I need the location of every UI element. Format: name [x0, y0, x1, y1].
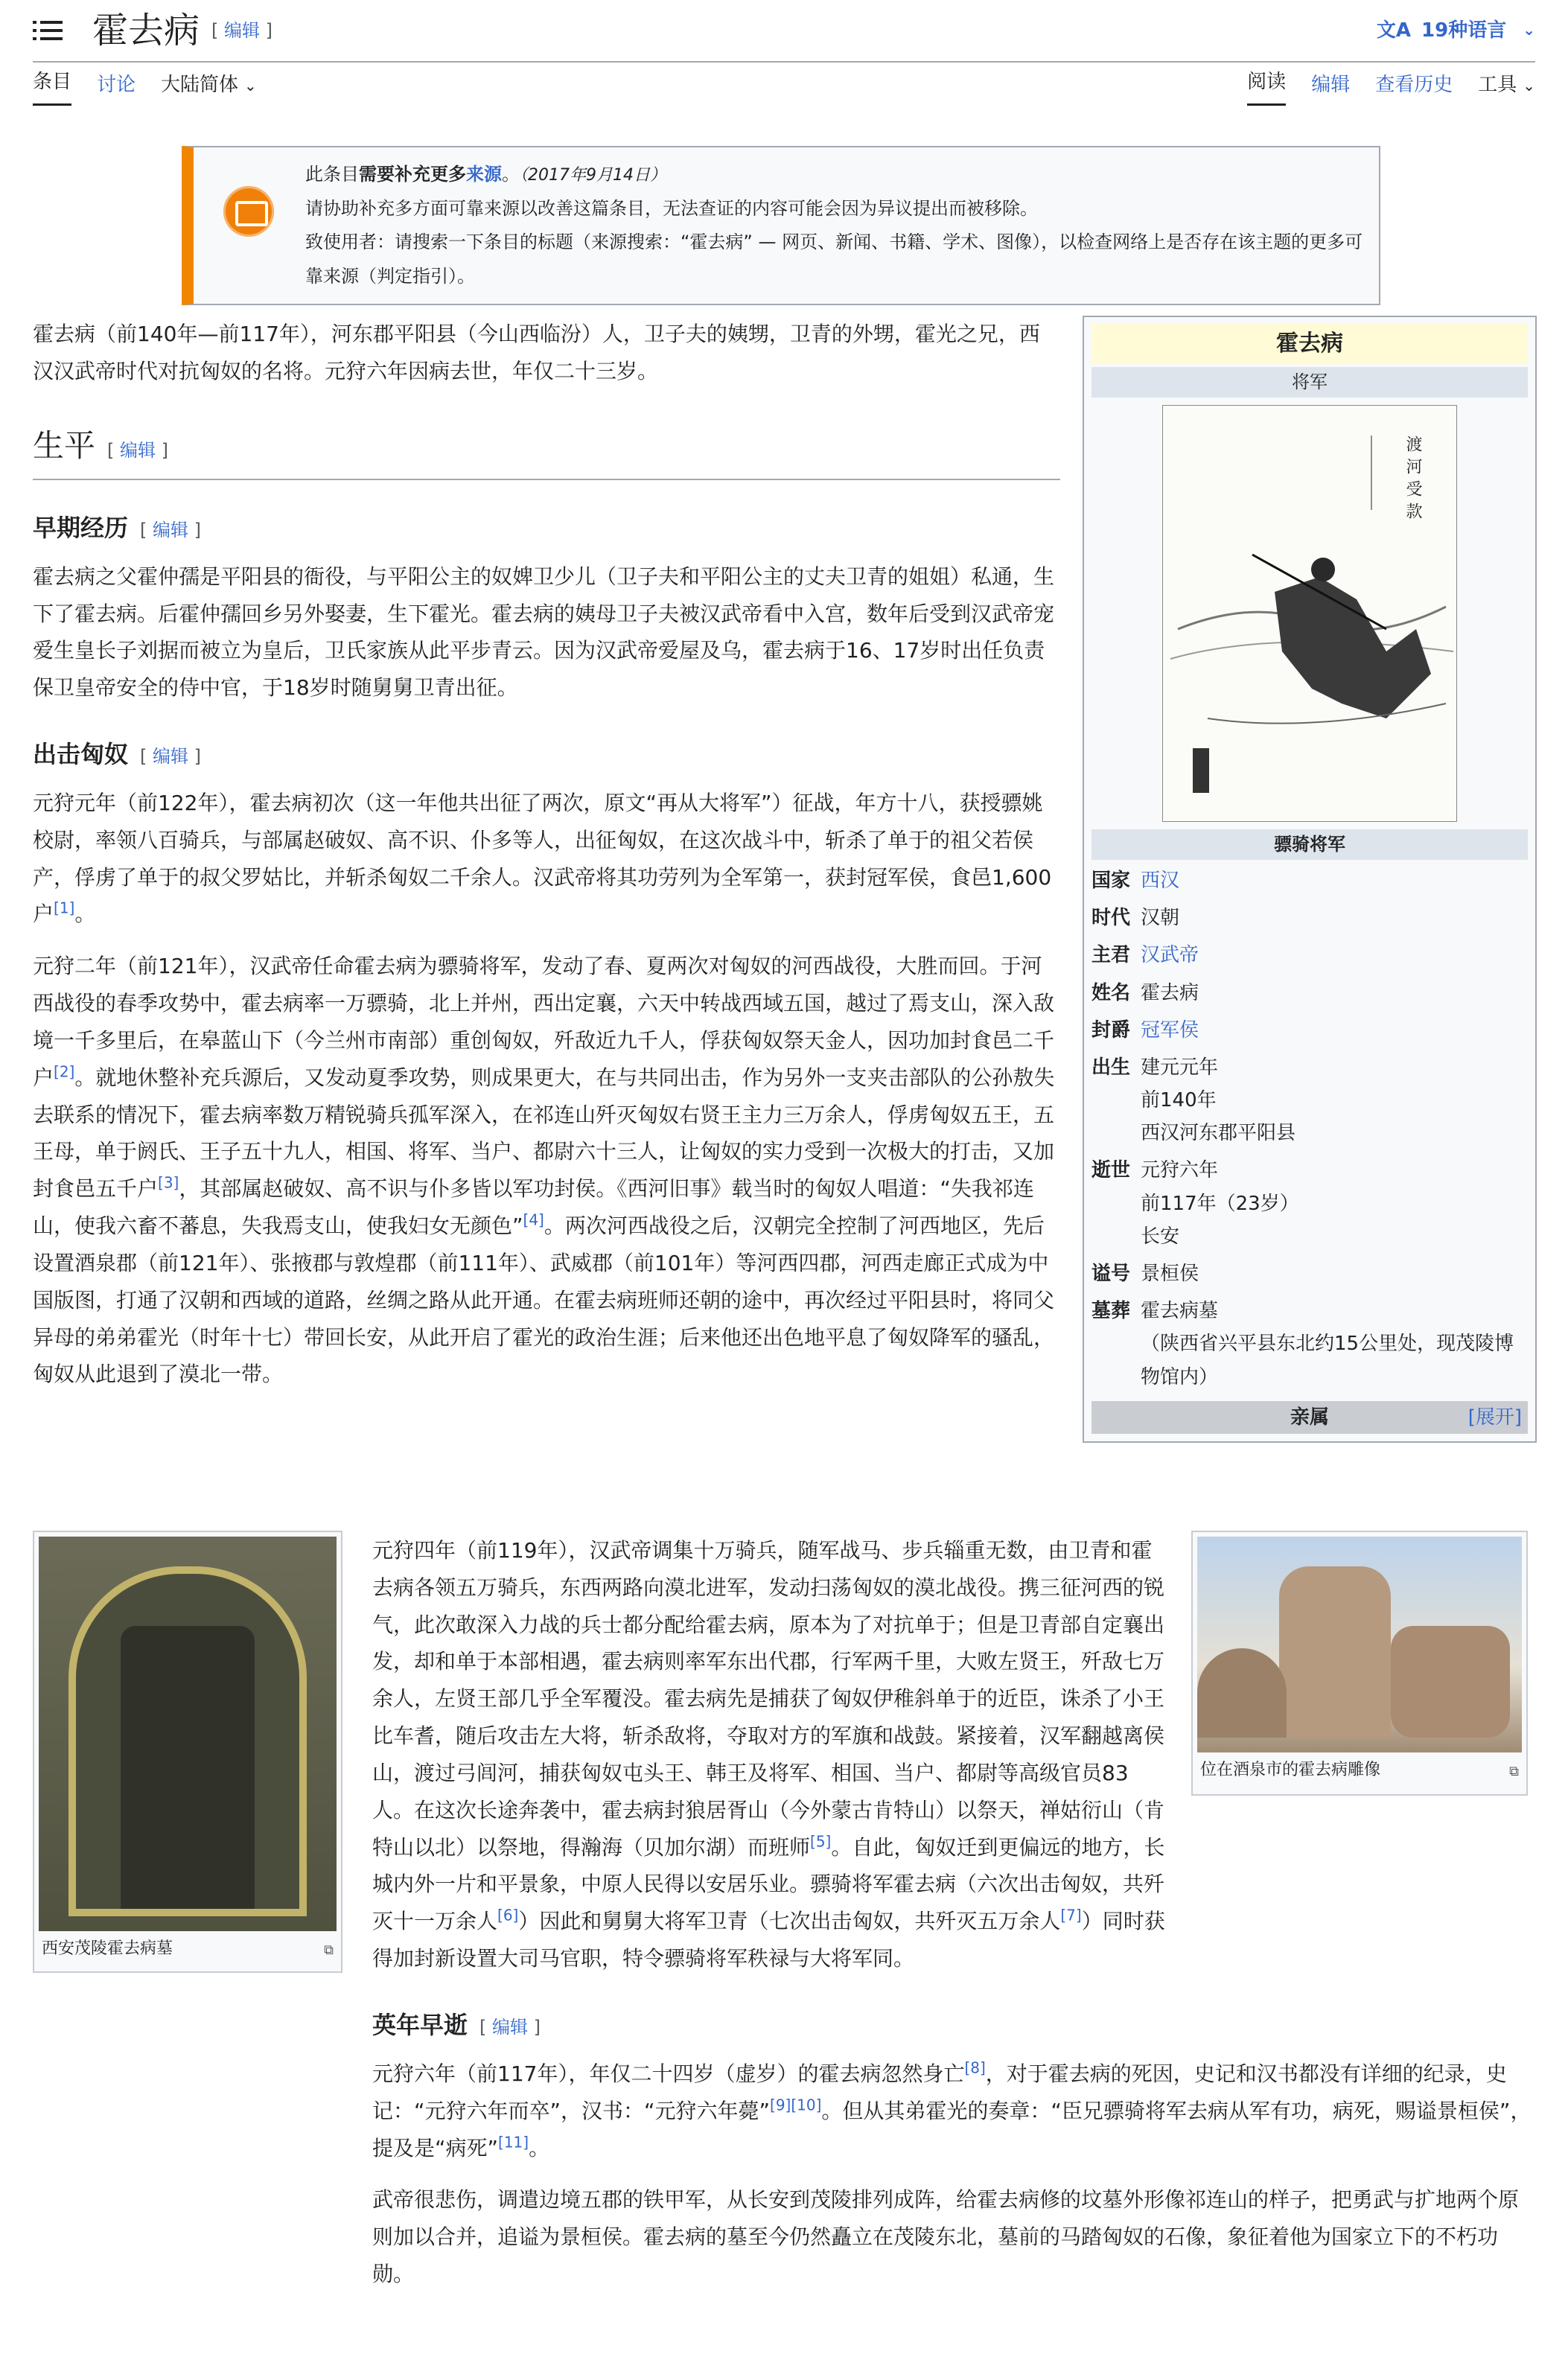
infobox-row	[1091, 1295, 1528, 1394]
variant-dropdown[interactable]: 大陆简体 ⌄	[161, 74, 257, 97]
ref-1[interactable]: [1]	[54, 899, 75, 918]
section-edit-link[interactable]: [ 编辑 ]	[140, 746, 202, 768]
infobox-value: 景桓侯	[1141, 1263, 1199, 1286]
paragraph-death-1: 元狩六年（前117年），年仅二十四岁（虚岁）的霍去病忽然身亡[8]，对于霍去病的死因，史记和汉书都没有详细的纪录，史记：“元狩六年而卒”，汉书：“元狩六年薨”[9][10]。但从其弟霍光的奏章：“臣兄骠骑将军去病从军有功，病死，赐谥景桓侯”，提及是“病死”[11]。	[372, 2058, 1532, 2160]
infobox-row	[1091, 1154, 1528, 1253]
infobox-row	[1091, 902, 1528, 934]
section-death: 英年早逝 [ 编辑 ]	[372, 2010, 541, 2039]
chevron-down-icon: ⌄	[1523, 21, 1535, 39]
notice-line-2: 请协助补充多方面可靠来源以改善这篇条目，无法查证的内容可能会因为异议提出而被移除。	[305, 197, 1038, 219]
ref-4[interactable]: [4]	[523, 1211, 544, 1229]
infobox-label: 封爵	[1091, 1018, 1131, 1042]
menu-icon[interactable]	[33, 19, 63, 42]
infobox-value: 霍去病墓 （陕西省兴平县东北约15公里处，现茂陵博物馆内）	[1141, 1300, 1514, 1388]
infobox-value: 霍去病	[1141, 981, 1199, 1004]
header-bar	[33, 0, 1535, 63]
infobox-value: 汉武帝	[1141, 944, 1199, 967]
infobox-subtitle: 将军	[1091, 367, 1528, 398]
paragraph-early: 霍去病之父霍仲孺是平阳县的衙役，与平阳公主的奴婢卫少儿（卫子夫和平阳公主的丈夫卫青的姐姐）私通，生下了霍去病。后霍仲孺回乡另外娶妻，生下霍光。霍去病的姨母卫子夫被汉武帝看中入宫，数年后受到汉武帝宠爱生皇长子刘据而被立为皇后，卫氏家族从此平步青云。因为汉武帝爱屋及乌，霍去病于16、17岁时出任负责保卫皇帝安全的侍中官，于18岁时随舅舅卫青出征。	[33, 564, 1055, 701]
infobox-caption: 骠骑将军	[1091, 829, 1528, 860]
infobox-value: 元狩六年 前117年（23岁） 长安	[1141, 1159, 1299, 1248]
section-campaign: 出击匈奴 [ 编辑 ]	[33, 740, 202, 769]
section-life: 生平 [ 编辑 ]	[33, 418, 1060, 480]
tab-article[interactable]: 条目	[33, 65, 71, 106]
infobox-label: 谥号	[1091, 1263, 1131, 1286]
ref-2[interactable]: [2]	[54, 1062, 75, 1081]
paragraph-campaign-3: 元狩四年（前119年），汉武帝调集十万骑兵，随军战马、步兵辎重无数，由卫青和霍去病各领五万骑兵，东西两路向漠北进军，发动扫荡匈奴的漠北战役。携三征河西的锐气，此次敢深入力战的兵士都分配给霍去病，原本为了对抗单于；但是卫青部自定襄出发，却和单于本部相遇，霍去病则率军东出代郡，行军两千里，大败左贤王，歼敌七万余人，左贤王部几乎全军覆没。霍去病先是捕获了匈奴伊稚斜单于的近臣，诛杀了小王比车耆，随后攻击左大将，斩杀敌将，夺取对方的军旗和战鼓。紧接着，汉军翻越离侯山，渡过弓闾河，捕获匈奴屯头王、韩王及将军、相国、当户、都尉等高级官员83人。在这次长途奔袭中，霍去病封狼居胥山（今外蒙古肯特山）以祭天，禅姑衍山（肯特山以北）以祭地，得瀚海（贝加尔湖）而班师[5]。自此，匈奴迁到更偏远的地方，长城内外一片和平景象，中原人民得以安居乐业。骠骑将军霍去病（六次出击匈奴，共歼灭十一万余人[6]）因此和舅舅大将军卫青（七次出击匈奴，共歼灭五万余人[7]）同时获得加封新设置大司马官职，特令骠骑将军秩禄与大将军同。	[372, 1538, 1165, 1971]
infobox-row	[1091, 1257, 1528, 1290]
tomb-stele-image	[39, 1537, 337, 1931]
infobox-label: 国家	[1091, 869, 1131, 892]
infobox-label: 姓名	[1091, 981, 1131, 1004]
infobox-value: 西汉	[1141, 869, 1180, 892]
tab-read[interactable]: 阅读	[1247, 65, 1286, 106]
paragraph-campaign-1: 元狩元年（前122年），霍去病初次（这一年他共出征了两次，原文“再从大将军”）征战，年方十八，获授骠姚校尉，率领八百骑兵，与部属赵破奴、高不识、仆多等人，出征匈奴，在这次战斗中，斩杀了单于的祖父若侯产，俘虏了单于的叔父罗姑比，并斩杀匈奴二千余人。汉武帝将其功劳列为全军第一，获封冠军侯，食邑1,600户[1]。	[33, 791, 1052, 927]
article-body	[33, 316, 1535, 1429]
book-icon	[223, 186, 274, 237]
paragraph-campaign-2: 元狩二年（前121年），汉武帝任命霍去病为骠骑将军，发动了春、夏两次对匈奴的河西战役，大胜而回。于河西战役的春季攻势中，霍去病率一万骠骑，北上并州，西出定襄，六天中转战西域五国，越过了焉支山，深入敌境一千多里后，在皋蓝山下（今兰州市南部）重创匈奴，歼敌近九千人，俘获匈奴祭天金人，因功加封食邑二千户[2]。就地休整补充兵源后，又发动夏季攻势，则成果更大，在与共同出击，作为另外一支夹击部队的公孙敖失去联系的情况下，霍去病率数万精锐骑兵孤军深入，在祁连山歼灭匈奴右贤王主力三万余人，俘虏匈奴五王，五王母，单于阏氏、王子五十九人，相国、将军、当户、都尉六十三人，让匈奴的实力受到一次极大的打击，又加封食邑五千户[3]，其部属赵破奴、高不识与仆多皆以军功封侯。《西河旧事》载当时的匈奴人唱道：“失我祁连山，使我六畜不蕃息，失我焉支山，使我妇女无颜色”[4]。两次河西战役之后，汉朝完全控制了河西地区，先后设置酒泉郡（前121年）、张掖郡与敦煌郡（前111年）、武威郡（前101年）等河西四郡，河西走廊正式成为中国版图，打通了汉朝和西域的道路，丝绸之路从此开通。在霍去病班师还朝的途中，再次经过平阳县时，将同父异母的弟弟霍光（时年十七）带回长安，从此开启了霍光的政治生涯；后来他还出色地平息了匈奴降军的骚乱，匈奴从此退到了漠北一带。	[33, 954, 1055, 1387]
figure-tomb-stele[interactable]	[33, 1531, 342, 1973]
section-edit-link[interactable]: [ 编辑 ]	[479, 2016, 541, 2038]
ref-9-10[interactable]: [9][10]	[770, 2096, 822, 2114]
infobox	[1083, 316, 1537, 1443]
infobox-rows	[1091, 864, 1528, 1394]
infobox-value: 汉朝	[1141, 907, 1180, 930]
refimprove-notice	[182, 146, 1380, 305]
tab-edit[interactable]: 编辑	[1311, 74, 1351, 97]
infobox-row	[1091, 864, 1528, 897]
infobox-label: 逝世	[1091, 1159, 1131, 1182]
infobox-value: 建元元年 前140年 西汉河东郡平阳县	[1141, 1056, 1296, 1145]
chevron-down-icon: ⌄	[1523, 77, 1535, 95]
infobox-row	[1091, 939, 1528, 972]
ref-6[interactable]: [6]	[497, 1906, 519, 1924]
tab-history[interactable]: 查看历史	[1375, 74, 1453, 97]
ref-3[interactable]: [3]	[158, 1173, 179, 1192]
infobox-label: 墓葬	[1091, 1300, 1131, 1323]
infobox-value: 冠军侯	[1141, 1018, 1199, 1042]
infobox-row	[1091, 977, 1528, 1010]
infobox-image[interactable]	[1162, 405, 1457, 822]
kin-toggle[interactable]: [展开]	[1467, 1406, 1522, 1429]
ref-11[interactable]: [11]	[498, 2133, 529, 2152]
infobox-row	[1091, 1051, 1528, 1150]
notice-line-1: 此条目需要补充更多来源。（2017年9月14日）	[305, 164, 666, 185]
language-button[interactable]: 文A 19种语言 ⌄	[1377, 13, 1535, 48]
infobox-title: 霍去病	[1091, 323, 1528, 364]
ref-5[interactable]: [5]	[810, 1832, 832, 1851]
section-edit-link[interactable]: [ 编辑 ]	[140, 519, 202, 540]
infobox-label: 主君	[1091, 944, 1131, 967]
infobox-label: 时代	[1091, 907, 1131, 930]
tab-talk[interactable]: 讨论	[97, 74, 136, 97]
image-inscription: 渡河受款	[1403, 436, 1422, 526]
paragraph-death-2: 武帝很悲伤，调遣边境五郡的铁甲军，从长安到茂陵排列成阵，给霍去病修的坟墓外形像祁连山的样子，把勇武与扩地两个原则加以合并，追谥为景桓侯。霍去病的墓至今仍然矗立在茂陵东北，墓前的马踏匈奴的石像，象征着他为国家立下的不朽功勋。	[372, 2187, 1520, 2287]
title-edit-link[interactable]: [ 编辑 ]	[211, 19, 273, 41]
lead-paragraph: 霍去病（前140年—前117年），河东郡平阳县（今山西临汾）人，卫子夫的姨甥，卫青的外甥，霍光之兄，西汉汉武帝时代对抗匈奴的名将。元狩六年因病去世，年仅二十三岁。	[33, 322, 1040, 384]
ref-7[interactable]: [7]	[1060, 1906, 1082, 1924]
ref-8[interactable]: [8]	[964, 2058, 986, 2077]
page-title: 霍去病	[92, 10, 200, 51]
translate-icon: 文A	[1376, 19, 1412, 42]
chevron-down-icon: ⌄	[244, 77, 257, 95]
figure-caption: 位在酒泉市的霍去病雕像 ⧉	[1197, 1752, 1522, 1787]
notice-line-3: 致使用者：请搜索一下条目的标题（来源搜索：“霍去病” — 网页、新闻、书籍、学术、图像），以检查网络上是否存在该主题的更多可靠来源（判定指引）。	[305, 232, 1363, 287]
infobox-row	[1091, 1014, 1528, 1047]
infobox-kin: 亲属 [展开]	[1091, 1401, 1528, 1434]
article-body-lower	[372, 1532, 1534, 2308]
tools-dropdown[interactable]: 工具 ⌄	[1478, 74, 1535, 97]
section-edit-link[interactable]: [ 编辑 ]	[107, 440, 169, 462]
infobox-label: 出生	[1091, 1056, 1131, 1079]
figure-caption: 西安茂陵霍去病墓 ⧉	[39, 1931, 337, 1966]
page-tabs	[33, 63, 1535, 116]
section-early: 早期经历 [ 编辑 ]	[33, 513, 202, 542]
